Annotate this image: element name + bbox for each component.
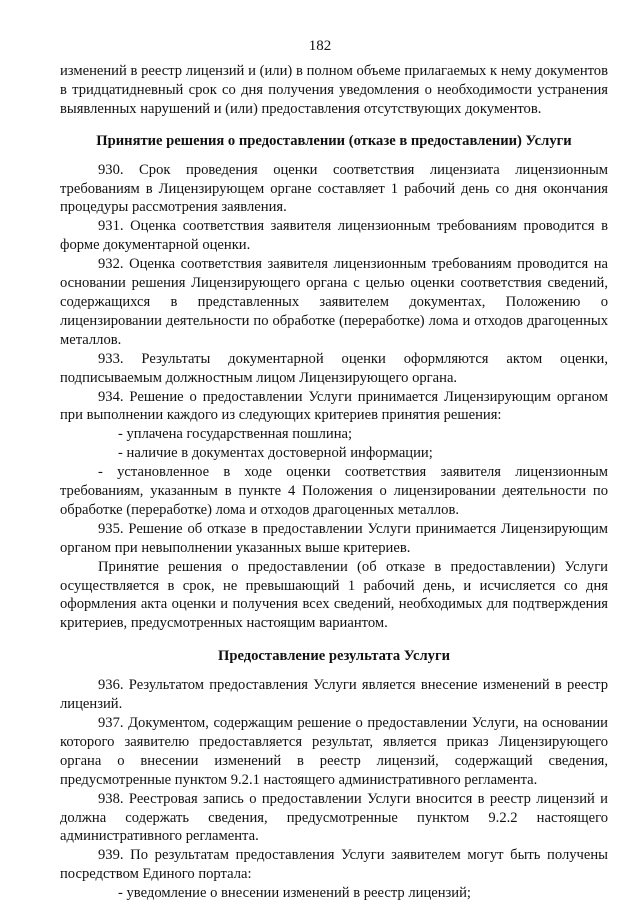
paragraph-932: 932. Оценка соответствия заявителя лицензионным требованиям проводится на основании решения Лицензирующего органа с целью оценки соответствия сведений, содержащихся в представленных заявителем документах, Положению о лицензировании деятельности по обработке (переработке) лома и отходов драгоценных металлов.: [60, 256, 608, 348]
paragraph-938: 938. Реестровая запись о предоставлении Услуги вносится в реестр лицензий и должна содержать сведения, предусмотренные пунктом 9.2.2 настоящего административного регламента.: [60, 790, 608, 845]
section-heading-decision: Принятие решения о предоставлении (отказе в предоставлении) Услуги: [96, 132, 572, 149]
paragraph-935: 935. Решение об отказе в предоставлении Услуги принимается Лицензирующим органом при невыполнении указанных выше критериев.: [60, 520, 608, 556]
paragraph-decision-term: Принятие решения о предоставлении (об отказе в предоставлении) Услуги осуществляется в срок, не превышающий 1 рабочий день, и исчисляется со дня оформления акта оценки и получения всех сведений, необходимых для подтверждения критериев, предусмотренных настоящим вариантом.: [60, 558, 608, 632]
paragraph-934: 934. Решение о предоставлении Услуги принимается Лицензирующим органом при выполнении каждого из следующих критериев принятия решения:: [60, 388, 608, 424]
intro-paragraph: изменений в реестр лицензий и (или) в полном объеме прилагаемых к нему документов в тридцатидневный срок со дня получения уведомления о необходимости устранения выявленных нарушений и (или) предоставления отсутствующих документов.: [60, 63, 608, 117]
criteria-bullet-2: - наличие в документах достоверной информации;: [118, 445, 433, 462]
criteria-bullet-3: - установленное в ходе оценки соответствия заявителя лицензионным требованиям, указанным в пункте 4 Положения о лицензировании деятельности по обработке (переработке) лома и отходов драгоценных металлов.: [60, 464, 608, 518]
document-body: [60, 62, 608, 903]
paragraph-930: 930. Срок проведения оценки соответствия лицензиата лицензионным требованиям в Лицензирующем органе составляет 1 рабочий день со дня окончания процедуры рассмотрения заявления.: [60, 161, 608, 216]
criteria-bullet-1: - уплачена государственная пошлина;: [118, 426, 353, 443]
paragraph-931: 931. Оценка соответствия заявителя лицензионным требованиям проводится в форме документарной оценки.: [60, 218, 608, 254]
result-bullet-1: - уведомление о внесении изменений в реестр лицензий;: [118, 885, 471, 902]
paragraph-939: 939. По результатам предоставления Услуги заявителем могут быть получены посредством Единого портала:: [60, 847, 608, 883]
section-heading-result: Предоставление результата Услуги: [218, 648, 450, 665]
paragraph-937: 937. Документом, содержащим решение о предоставлении Услуги, на основании которого заявителю предоставляется результат, является приказ Лицензирующего органа о внесении изменений в реестр лицензий, содержащий сведения, предусмотренные пунктом 9.2.1 настоящего административного регламента.: [60, 715, 608, 788]
paragraph-933: 933. Результаты документарной оценки оформляются актом оценки, подписываемым должностным лицом Лицензирующего органа.: [60, 350, 608, 386]
paragraph-936: 936. Результатом предоставления Услуги является внесение изменений в реестр лицензий.: [60, 677, 608, 713]
page-number: 182: [308, 38, 332, 54]
